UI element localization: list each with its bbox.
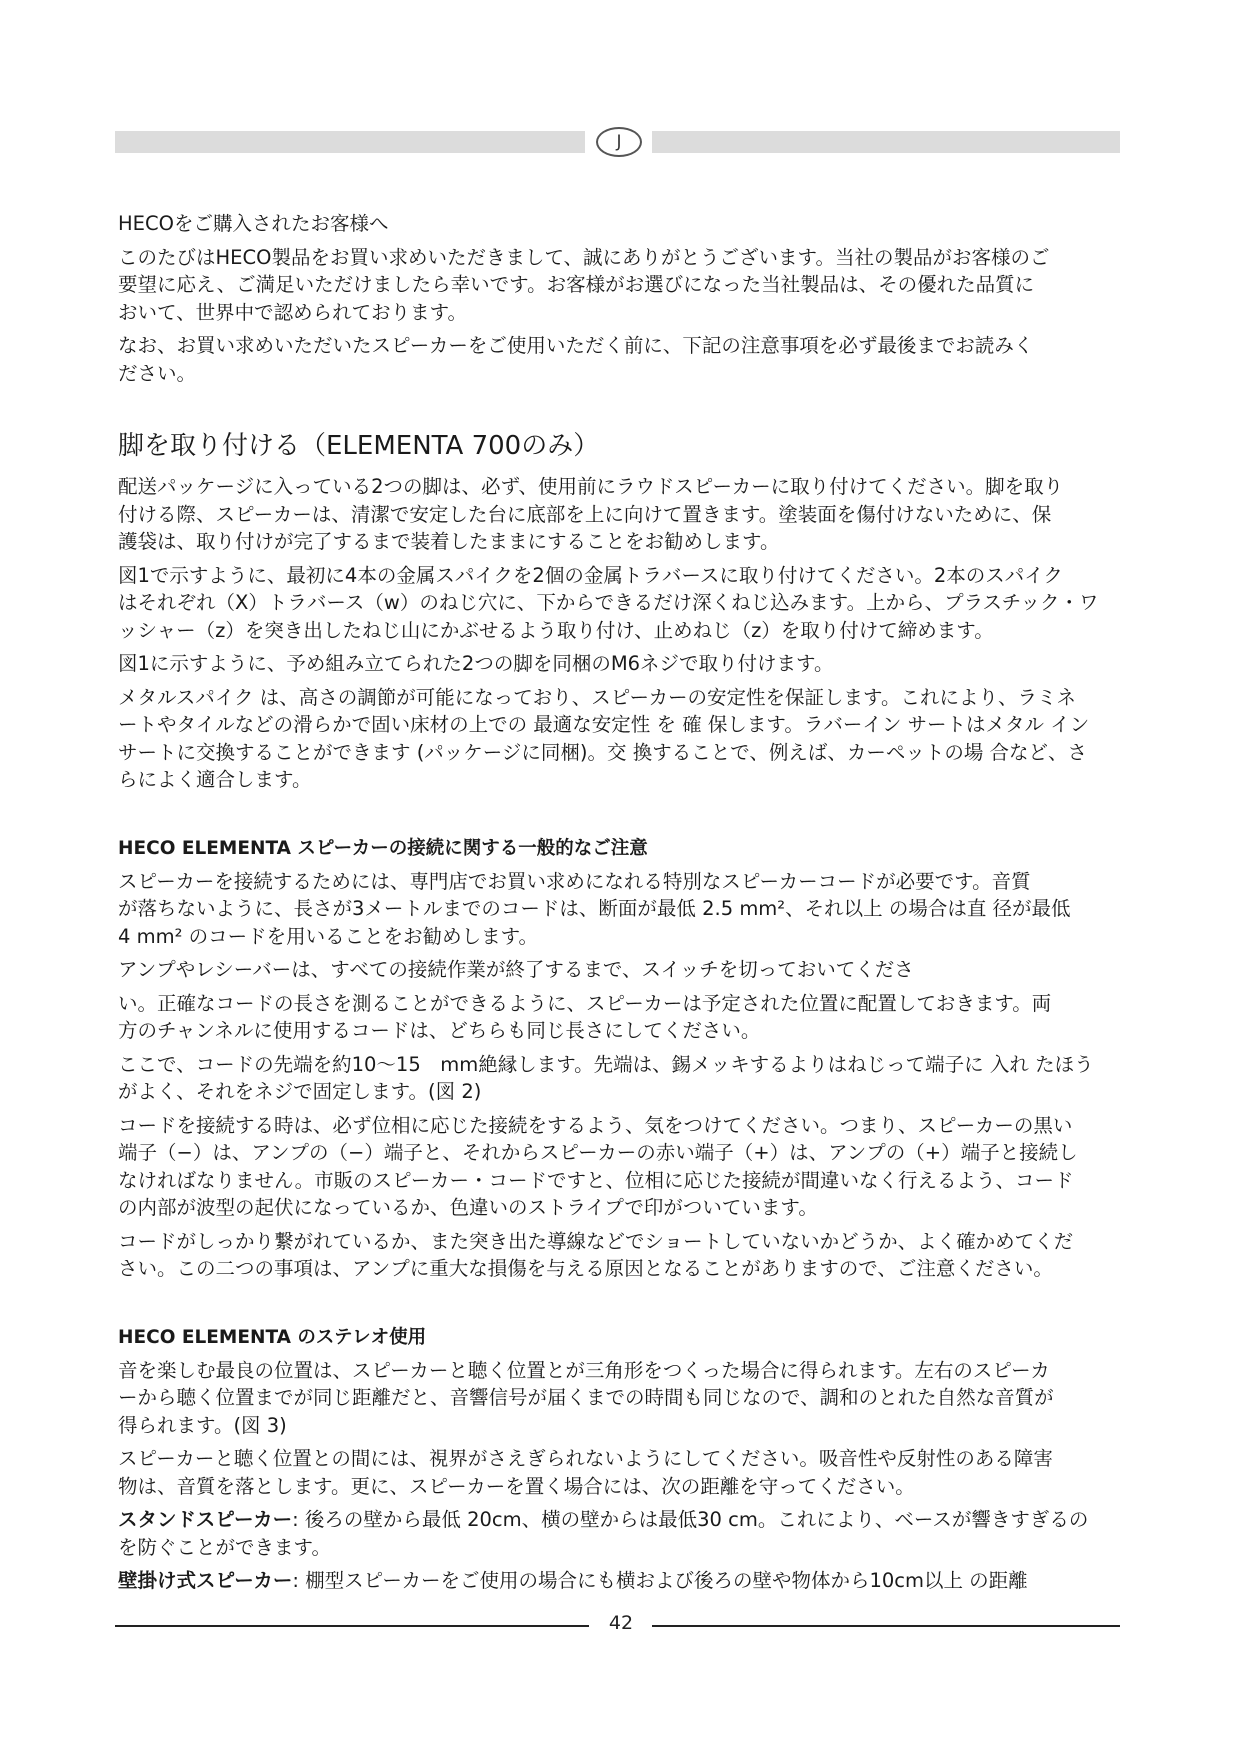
text-line: 図1で示すように、最初に4本の金属スパイクを2個の金属トラバースに取り付けてください。2本のスパイク xyxy=(118,563,1063,587)
legs-paragraph-2 xyxy=(118,562,1118,645)
text-line: 護袋は、取り付けが完了するまで装着したままにすることをお勧めします。 xyxy=(118,530,780,553)
wall-speaker-text: : 棚型スピーカーをご使用の場合にも横および後ろの壁や物体から10cm以上 の距離 xyxy=(292,1569,1028,1592)
wall-speaker-term: 壁掛け式スピーカー xyxy=(118,1569,293,1592)
text-line: サートに交換することができます (パッケージに同梱)。交 換することで、例えば、カーペットの場 合など、さ xyxy=(118,740,1088,764)
text-line: がよく、それをネジで固定します。(図 2) xyxy=(118,1080,482,1103)
text-line: 付ける際、スピーカーは、清潔で安定した台に底部を上に向けて置きます。塗装面を傷付けないために、保 xyxy=(118,502,1052,526)
greeting: HECOをご購入されたお客様へ xyxy=(118,212,389,235)
stereo-paragraph-1 xyxy=(118,1357,1118,1440)
connection-paragraph-1 xyxy=(118,868,1118,951)
text-line: さい。この二つの事項は、アンプに重大な損傷を与える原因となることがありますので、ご注意ください。 xyxy=(118,1257,1053,1280)
text-line: 4 mm² のコードを用いることをお勧めします。 xyxy=(118,924,539,948)
text-line: このたびはHECO製品をお買い求めいただきまして、誠にありがとうございます。当社の製品がお客様のご xyxy=(118,245,1050,269)
text-line: 端子（−）は、アンプの（−）端子と、それからスピーカーの赤い端子（+）は、アンプの（+）端子と接続し xyxy=(118,1141,1078,1164)
text-line: スピーカーと聴く位置との間には、視界がさえぎられないようにしてください。吸音性や反射性のある障害 xyxy=(118,1447,1053,1470)
legs-paragraph-1 xyxy=(118,473,1118,556)
text-line: ここで、コードの先端を約10〜15 mm絶縁します。先端は、錫メッキするよりはねじって端子に 入れ たほう xyxy=(118,1052,1094,1076)
page-number: 42 xyxy=(608,1612,634,1634)
wall-speaker-paragraph xyxy=(118,1567,1118,1595)
legs-paragraph-4 xyxy=(118,684,1118,794)
stand-speaker-paragraph xyxy=(118,1506,1118,1561)
text-line: い。正確なコードの長さを測ることができるように、スピーカーは予定された位置に配置しておきます。両 xyxy=(118,991,1052,1015)
text-line: 配送パッケージに入っている2つの脚は、必ず、使用前にラウドスピーカーに取り付けてください。脚を取り xyxy=(118,475,1064,498)
connection-paragraph-2 xyxy=(118,956,1118,984)
footer-rule-right xyxy=(652,1625,1120,1627)
text-line: ださい。 xyxy=(118,361,197,385)
text-line: スピーカーを接続するためには、専門店でお買い求めになれる特別なスピーカーコードが必要です。音質 xyxy=(118,869,1031,893)
intro-paragraph-1 xyxy=(118,244,1118,327)
text-line: が落ちないように、長さが3メートルまでのコードは、断面が最低 2.5 mm²、それ以上 の場合は直 径が最低 xyxy=(118,897,1071,920)
text-line xyxy=(118,1506,1118,1534)
footer-rule-left xyxy=(115,1625,589,1627)
text-line: 物は、音質を落とします。更に、スピーカーを置く場合には、次の距離を守ってください。 xyxy=(118,1474,915,1498)
text-line xyxy=(118,1567,1118,1595)
text-line: はそれぞれ（X）トラバース（w）のねじ穴に、下からできるだけ深くねじ込みます。上から、プラスチック・ワ xyxy=(118,591,1099,614)
text-line: コードがしっかり繋がれているか、また突き出た導線などでショートしていないかどうか、よく確かめてくだ xyxy=(118,1229,1074,1253)
stand-speaker-term: スタンドスピーカー xyxy=(118,1508,293,1531)
section-title-stereo: HECO ELEMENTA のステレオ使用 xyxy=(118,1326,427,1348)
text-line: 要望に応え、ご満足いただけましたら幸いです。お客様がお選びになった当社製品は、その優れた品質に xyxy=(118,273,1035,296)
connection-paragraph-6 xyxy=(118,1228,1118,1283)
text-line: ートやタイルなどの滑らかで固い床材の上での 最適な安定性 を 確 保します。ラバーイン サートはメタル イン xyxy=(118,713,1090,736)
section-title-connection: HECO ELEMENTA スピーカーの接続に関する一般的なご注意 xyxy=(118,837,648,859)
text-line: 得られます。(図 3) xyxy=(118,1413,287,1437)
section-title-legs: 脚を取り付ける（ELEMENTA 700のみ） xyxy=(118,431,600,461)
document-body xyxy=(118,210,1118,1601)
text-line: コードを接続する時は、必ず位相に応じた接続をするよう、気をつけてください。つまり、スピーカーの黒い xyxy=(118,1113,1073,1137)
text-line: なお、お買い求めいただいたスピーカーをご使用いただく前に、下記の注意事項を必ず最後までお読みく xyxy=(118,334,1034,357)
connection-paragraph-3 xyxy=(118,990,1118,1045)
stand-speaker-text: : 後ろの壁から最低 20cm、横の壁からは最低30 cm。これにより、ベースが響きすぎるの xyxy=(292,1508,1089,1531)
text-line: ーから聴く位置までが同じ距離だと、音響信号が届くまでの時間も同じなので、調和のとれた自然な音質が xyxy=(118,1386,1054,1409)
text-line: らによく適合します。 xyxy=(118,768,312,791)
text-line: メタルスパイク は、高さの調節が可能になっており、スピーカーの安定性を保証します。これにより、ラミネ xyxy=(118,685,1076,709)
text-line: 音を楽しむ最良の位置は、スピーカーと聴く位置とが三角形をつくった場合に得られます。左右のスピーカ xyxy=(118,1358,1050,1382)
intro-paragraph-2 xyxy=(118,332,1118,387)
language-badge: J xyxy=(596,127,642,157)
text-line: おいて、世界中で認められております。 xyxy=(118,300,468,324)
stereo-paragraph-2 xyxy=(118,1445,1118,1500)
text-line: 図1に示すように、予め組み立てられた2つの脚を同梱のM6ネジで取り付けます。 xyxy=(118,652,834,675)
legs-paragraph-3 xyxy=(118,650,1118,678)
text-line: 方のチャンネルに使用するコードは、どちらも同じ長さにしてください。 xyxy=(118,1019,761,1042)
text-line: なければなりません。市販のスピーカー・コードですと、位相に応じた接続が間違いなく行えるよう、コード xyxy=(118,1168,1074,1192)
text-line: の内部が波型の起伏になっているか、色違いのストライプで印がついています。 xyxy=(118,1196,818,1219)
connection-paragraph-4 xyxy=(118,1051,1118,1106)
header-rule-left xyxy=(115,131,585,153)
text-line: を防ぐことができます。 xyxy=(118,1535,331,1559)
text-line: アンプやレシーバーは、すべての接続作業が終了するまで、スイッチを切っておいてくださ xyxy=(118,958,914,981)
header-rule-right xyxy=(652,131,1120,153)
connection-paragraph-5 xyxy=(118,1112,1118,1222)
text-line: ッシャー（z）を突き出したねじ山にかぶせるよう取り付け、止めねじ（z）を取り付けて締めます。 xyxy=(118,618,994,642)
